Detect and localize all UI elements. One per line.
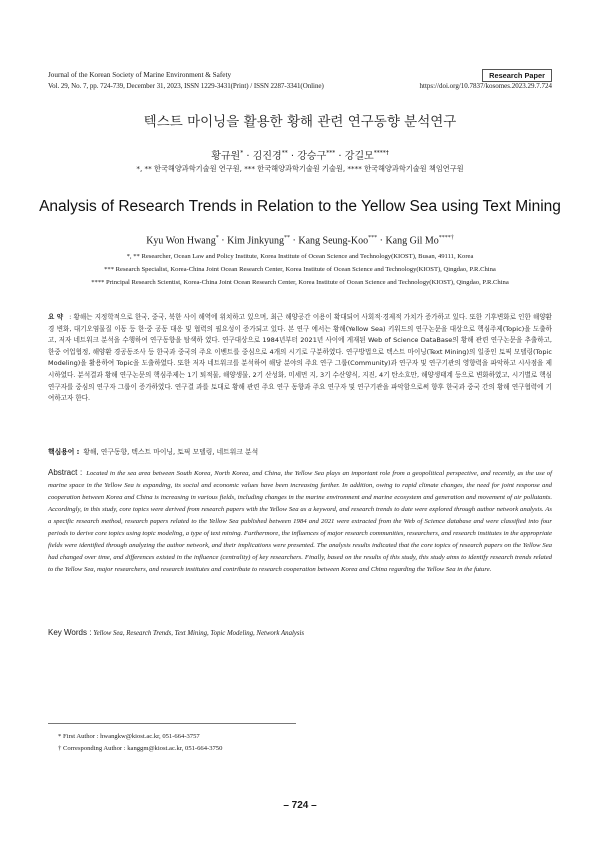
abstract-line: 였다. 연구대상으로 1984년부터 2021년 사이에 게재된 Web of Science DataBase의 황해 관련 연구논문을 추출하고, 한중 어업협정, 해양환: [48, 336, 552, 356]
page-number: – 724 –: [283, 800, 317, 811]
author-separator: ·: [335, 151, 345, 162]
journal-name: Journal of the Korean Society of Marine Environment & Safety: [48, 71, 232, 79]
korean-keywords: [48, 446, 258, 456]
abstract-line: 지, 3기 수산양식, 지진, 4기 탄소흐만, 해양생태계 등으로 변화하였고, 시기별로 핵심 연구자를 중심의 연구자 그룹이 증가하였다. 연구결: [48, 370, 552, 391]
paper-type-badge: Research Paper: [482, 69, 552, 82]
author-name: 강승구: [297, 151, 327, 162]
korean-authors: [0, 147, 600, 162]
abstract-line: Sea, major researchers, and research institutes and contribute to research cooperation between Korea and China regarding the Yellow Sea in the future.: [83, 565, 492, 573]
author-mark: *: [215, 235, 219, 241]
korean-abstract-label: 요 약: [48, 313, 64, 321]
abstract-line: were presented. The analysis results indicated that the core topics of research papers on the Yellow Sea had changed over time, and differences existed: [48, 541, 553, 561]
author-separator: ·: [243, 151, 253, 162]
doi-link[interactable]: https://doi.org/10.7837/kosomes.2023.29.7.724: [419, 82, 552, 90]
author-mark: *: [240, 149, 244, 157]
author-name: Kyu Won Hwang: [146, 235, 216, 247]
abstract-line: 및 연구기관의 영향력을 파악하고 시사점을 제시하였다. 분석결과 황해 연구논문의 핵심주제는 1기 퇴적물, 해양생물, 2기 산성화, 미세먼: [48, 359, 552, 379]
author-name: Kang Gil Mo: [385, 235, 439, 247]
citation-line: Vol. 29, No. 7, pp. 724-739, December 31, 2023, ISSN 1229-3431(Print) / ISSN 2287-3341(Online): [48, 82, 324, 90]
english-affiliation-1: *, ** Researcher, Ocean Law and Policy Institute, Korea Institute of Ocean Science and Technology(KIOST), Busan, 49111, Korea: [126, 253, 474, 260]
abstract-line: 과를 토대로 황해 관련 주요 연구 동향과 주요 연구자 및 연구기관을 파악함으로써 향후 한국과 중국 간의 황해 연구협력에 기여하고자 한다.: [48, 382, 552, 403]
english-affiliation-2: *** Research Specialist, Korea-China Joint Ocean Research Center, Korea Institute of Ocean Science and Technology(KIOST), Qingdao, P.R.China: [104, 266, 496, 273]
english-keywords-value: Yellow Sea, Research Trends, Text Mining, Topic Modeling, Network Analysis: [93, 630, 305, 637]
author-mark: ***: [368, 235, 378, 241]
author-name: 강길모: [344, 151, 374, 162]
english-keywords: [48, 628, 304, 637]
english-keywords-label: Key Words :: [48, 628, 92, 637]
author-mark: **: [284, 235, 291, 241]
author-separator: ·: [377, 235, 386, 247]
english-abstract: [48, 467, 552, 576]
abstract-line: specific research method, research papers related to the Yellow Sea published between 1984 and 2021 were extracted from the Web of Science database: [53, 517, 472, 525]
author-name: Kim Jinkyung: [227, 235, 285, 247]
abstract-line: 증가하고 있다. 또한 기후변화로 인한 해양환경 변화, 대기오염물질 이동 등 한·중 공동 대응 및 협력의 필요성이 증가되고 있다. 본 연구: [48, 313, 552, 333]
english-title: Analysis of Research Trends in Relation to the Yellow Sea using Text Mining: [39, 198, 561, 215]
author-separator: ·: [218, 235, 228, 247]
author-mark: ***: [326, 149, 336, 157]
english-affiliation-3: **** Principal Research Scientist, Korea-China Joint Ocean Research Center, Korea Institute of Ocean Science and Technology(KIOST), Qingdao, P.R.China: [91, 279, 509, 286]
footnote-corresponding-author: † Corresponding Author : kanggm@kiost.ac.kr, 051-664-3750: [58, 745, 223, 752]
author-mark: **: [281, 149, 288, 157]
english-abstract-label: Abstract :: [48, 468, 83, 477]
author-name: 김진경: [252, 151, 282, 162]
abstract-line: derived from research papers with the Yellow Sea as a keyword, and research trends to date were explored through author network analysis. As a: [48, 505, 552, 525]
korean-abstract: [48, 312, 552, 405]
author-mark: ****†: [373, 149, 389, 157]
abstract-line: perspective, and recently, as the use of marine space in the Yellow Sea is expanding, its social and economic values have been increasing further. In: [48, 470, 553, 489]
abstract-line: 에서는 황해(Yellow Sea) 키워드의 연구논문을 대상으로 핵심주제(Topic)을 도출하고, 저자 네트워크 분석을 수행하여 연구동향을 탐색하: [48, 324, 552, 345]
english-authors: [0, 235, 600, 246]
footnote-divider: [48, 723, 296, 724]
abstract-line: communities, researchers, and research institutes in the appropriate fields were identified through analyzing the author network, and their implications: [48, 529, 552, 549]
author-separator: ·: [287, 151, 298, 162]
korean-affiliation: *, ** 한국해양과학기술원 연구원, *** 한국해양과학기술원 기술원, **** 한국해양과학기술원 책임연구원: [136, 164, 464, 173]
abstract-line: Located in the sea area between South Korea, North Korea, and China, the Yellow Sea plays an important role from a geopolitical: [86, 470, 445, 477]
abstract-line: addition, owing to rapid climate changes, the need for joint response and cooperation between Korea and China is increasing in various fields, including: [48, 481, 553, 501]
author-name: Kang Seung-Koo: [298, 235, 369, 247]
abstract-line: in the influence (centrality) of key researchers. Finally, based on the results of this study, this study aims to identify research trends related to the Yellow: [48, 553, 553, 573]
abstract-line: 경공동조사 등 한국과 중국의 주요 이벤트를 중심으로 4개의 시기로 구분하였다. 연구방법으로 텍스트 마이닝(Text Mining)의 일종인 토픽: [114, 347, 512, 356]
korean-title: 텍스트 마이닝을 활용한 황해 관련 연구동향 분석연구: [143, 114, 457, 130]
footnote-first-author: * First Author : hwangkw@kiost.ac.kr, 051-664-3757: [58, 733, 200, 740]
korean-keywords-label: 핵심용어 :: [48, 448, 80, 456]
abstract-line: : 황해는 지정학적으로 한국, 중국, 북한 사이 해역에 위치하고 있으며, 최근 해양공간 이용이 확대되어 사회적·경제적 가치가: [69, 313, 423, 321]
abstract-line: changes in the marine environment and marine ecosystem and generation and movement of air pollutants. Accordingly, in this study, core topics were: [48, 493, 552, 513]
author-separator: ·: [290, 235, 299, 247]
korean-keywords-value: 황해, 연구동향, 텍스트 마이닝, 토픽 모델링, 네트워크 분석: [83, 448, 259, 456]
abstract-line: 모델링(Topic Modeling)을 활용하여 Topic을 도출하였다. 또한 저자 네트워크를 분석하여 해당 분야의 주요 연구 그룹(Community)과 연구자: [48, 347, 552, 368]
abstract-line: and were classified into four periods to derive core topics using topic modeling, a type of text mining. Furthermore, the influences of major research: [48, 517, 553, 537]
author-mark: ****†: [438, 235, 454, 241]
author-name: 황규원: [211, 151, 241, 162]
